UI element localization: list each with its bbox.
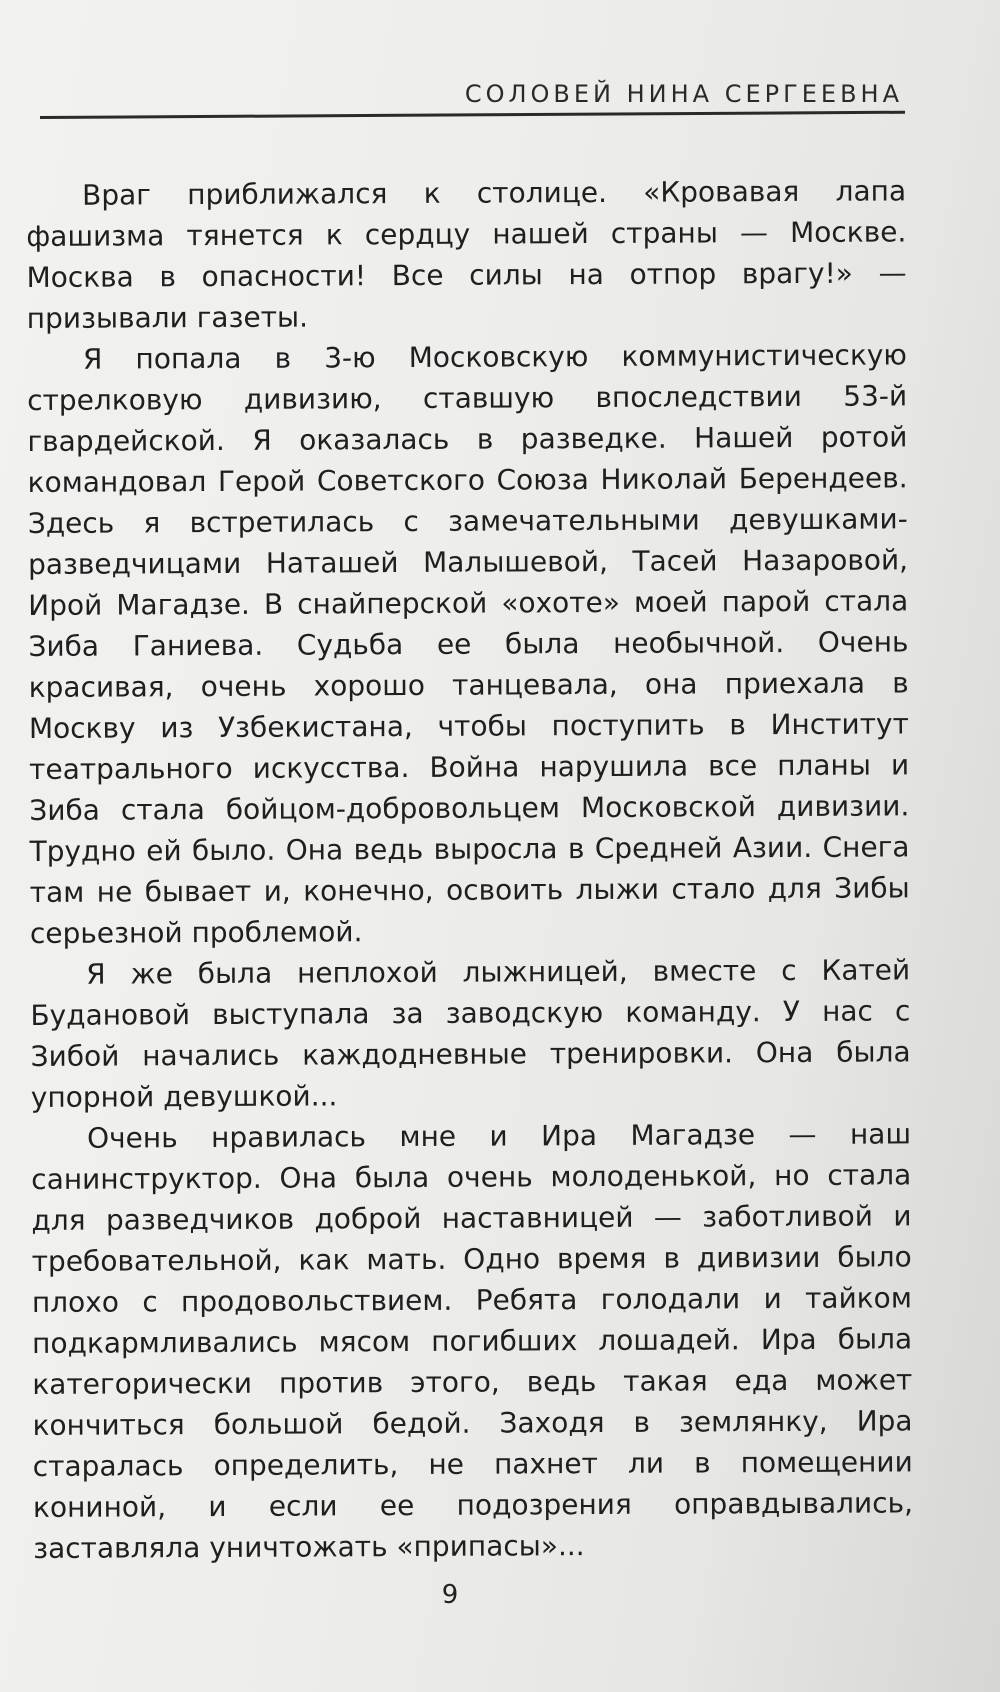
page-number: 9 xyxy=(441,1580,459,1610)
running-title: СОЛОВЕЙ НИНА СЕРГЕЕВНА xyxy=(464,80,903,108)
paragraph: Я попала в 3-ю Московскую коммунистическую стрелковую дивизию, ставшую впоследствии 53-й гвардейской. Я оказалась в разведке. Нашей ротой командовал Герой Советского Союза Николай Берендеев. Здесь я встретилась с замечательными девушками-разведчицами Наташей Малышевой, Тасей Назаровой, Ирой Магадзе. В снайперской «охоте» моей парой стала Зиба Ганиева. Судьба ее была необычной. Очень красивая, очень хорошо танцевала, она приехала в Москву из Узбекистана, чтобы поступить в Институт театрального искусства. Война нарушила все планы и Зиба стала бойцом-добровольцем Московской дивизии. Трудно ей было. Она ведь выросла в Средней Азии. Снега там не бывает и, конечно, освоить лыжи стало для Зибы серьезной проблемой. xyxy=(27,338,910,950)
paragraph: Очень нравилась мне и Ира Магадзе — наш санинструктор. Она была очень молоденькой, но стала для разведчиков доброй наставницей — заботливой и требовательной, как мать. Одно время в дивизии было плохо с продовольствием. Ребята голодали и тайком подкармливались мясом погибших лошадей. Ира была категорически против этого, ведь такая еда может кончиться большой бедой. Заходя в землянку, Ира старалась определить, не пахнет ли в помещении кониной, и если ее подозрения оправдывались, заставляла уничтожать «припасы»... xyxy=(31,1117,914,1565)
paragraph: Я же была неплохой лыжницей, вместе с Катей Будановой выступала за заводскую команду. У нас с Зибой начались каждодневные тренировки. Она была упорной девушкой... xyxy=(30,953,911,1114)
page-header xyxy=(40,80,905,119)
header-rule xyxy=(40,111,905,119)
main-text xyxy=(26,170,913,1569)
paragraph: Враг приближался к столице. «Кровавая лапа фашизма тянется к сердцу нашей страны — Москве. Москва в опасности! Все силы на отпор врагу!» — призывали газеты. xyxy=(26,174,907,335)
